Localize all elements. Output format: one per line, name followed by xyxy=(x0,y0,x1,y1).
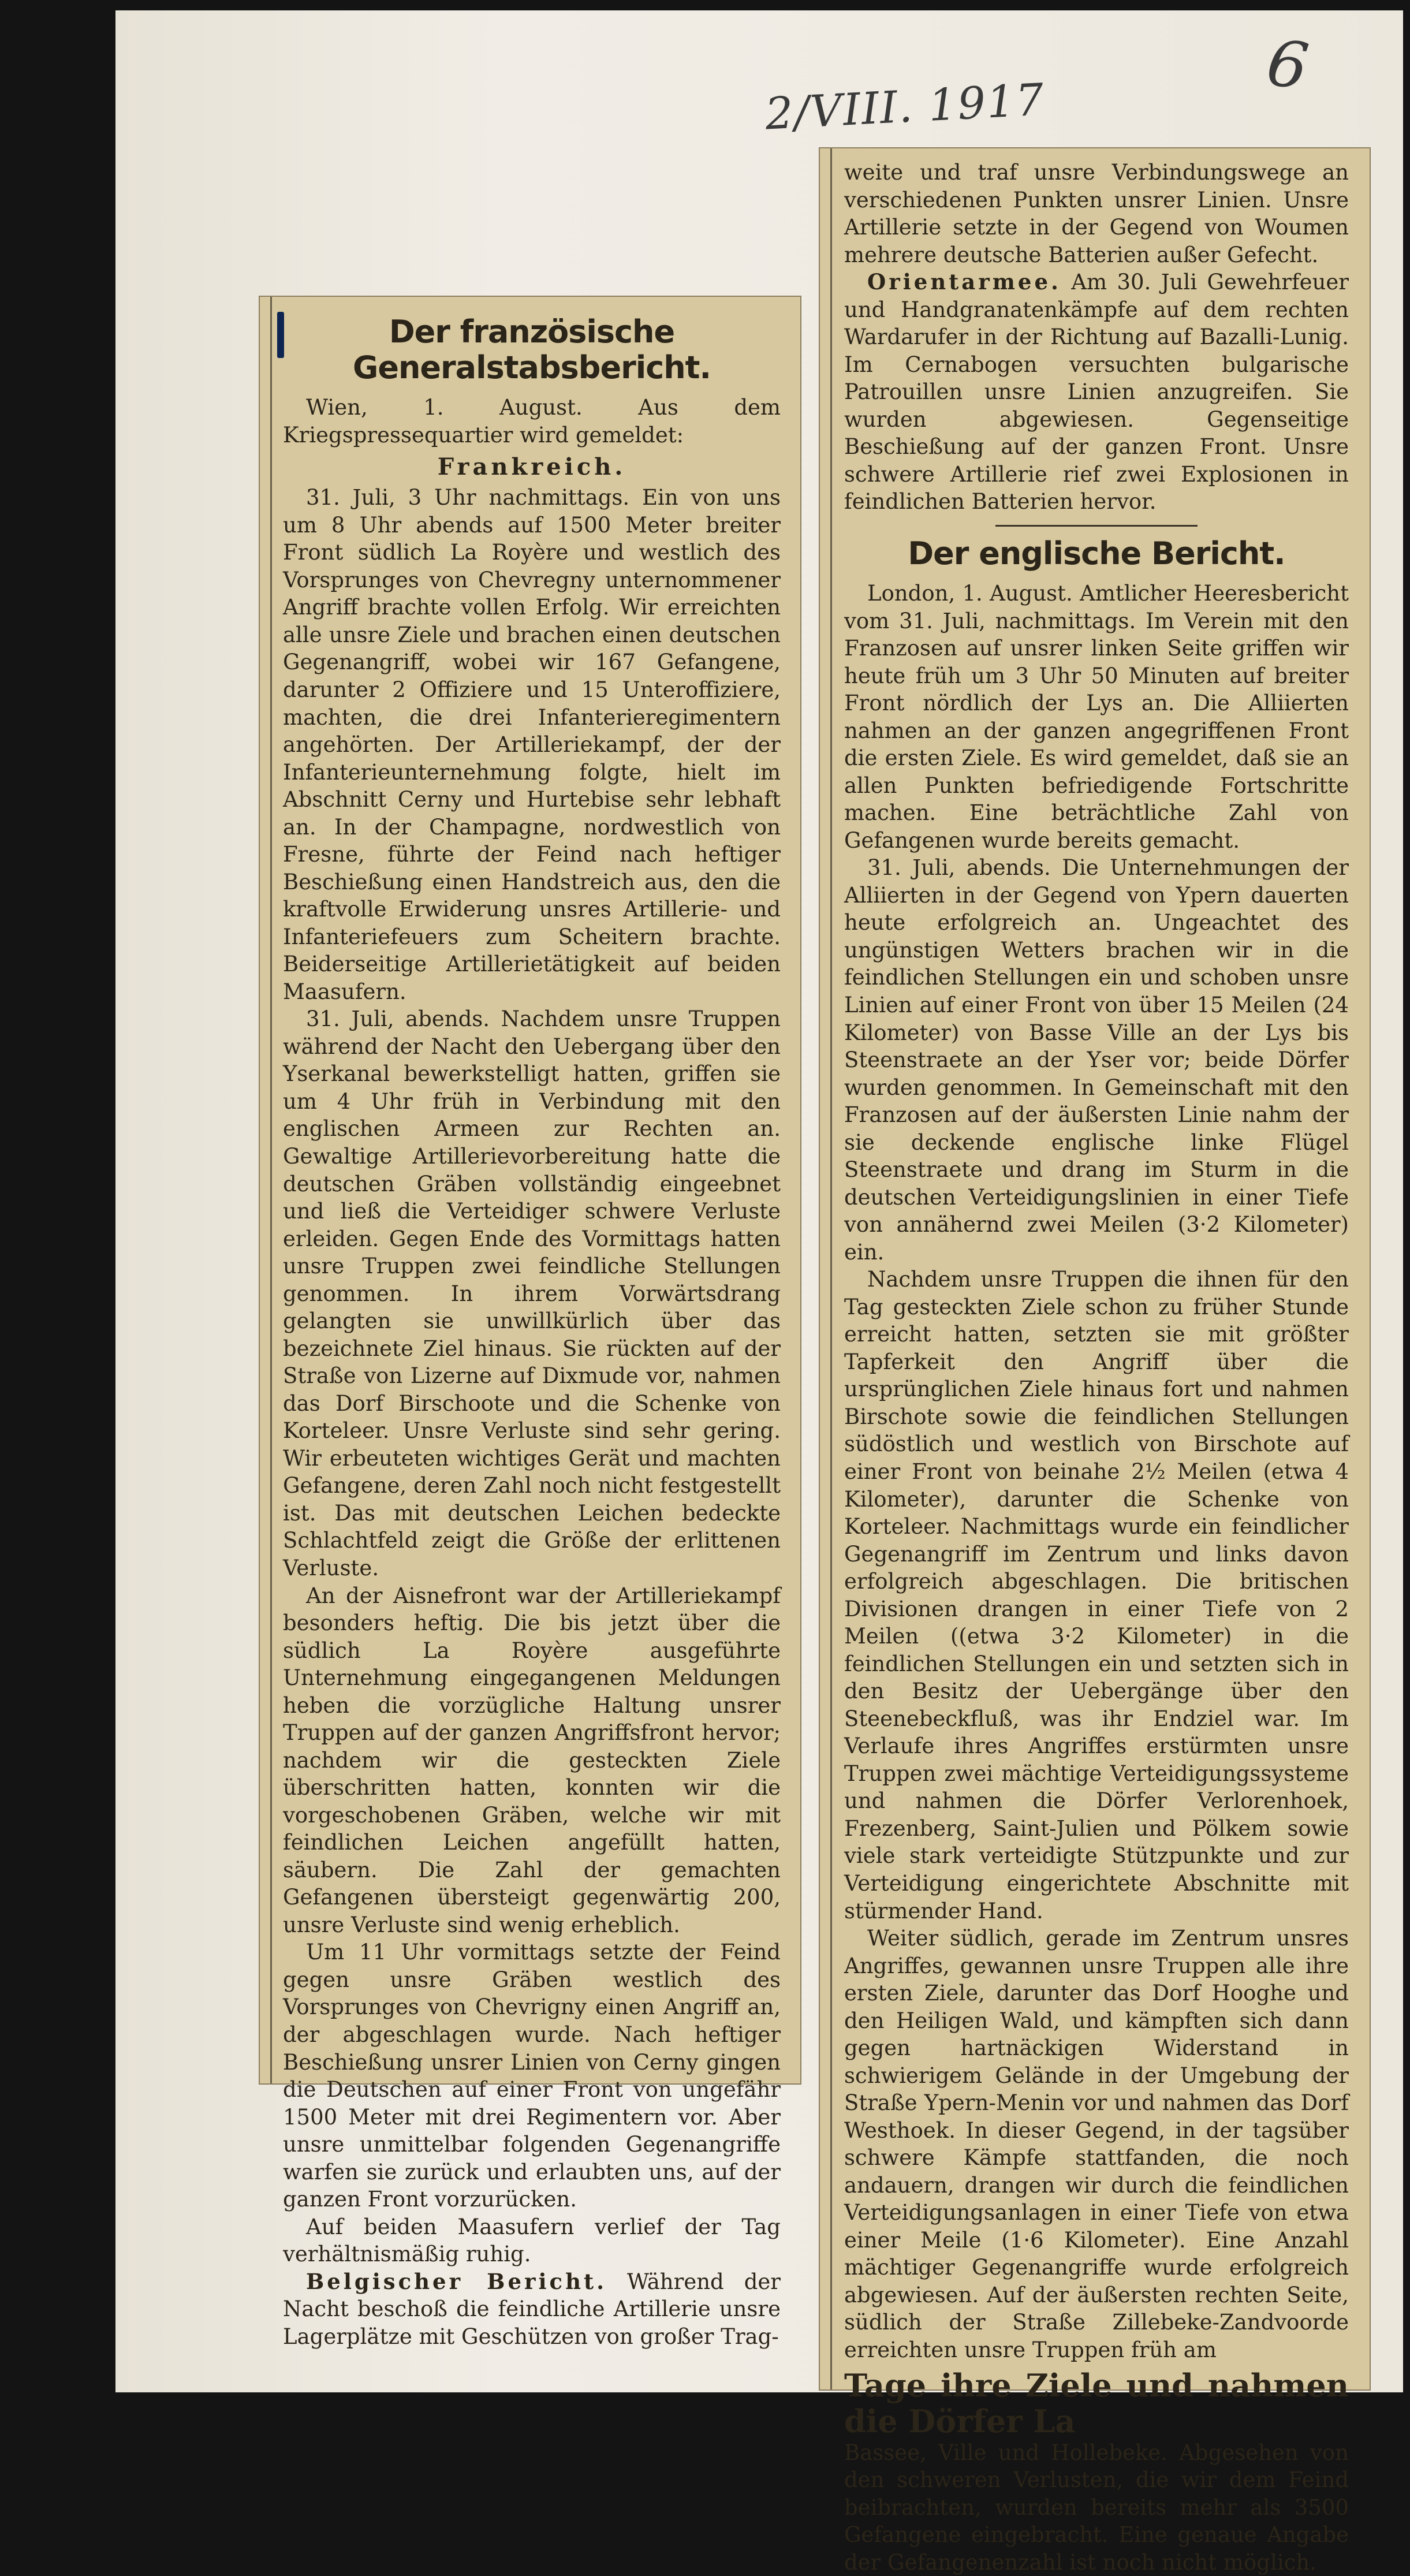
section-title-france: Frankreich. xyxy=(437,453,626,481)
continuation-text: weite und traf unsre Verbindungswege an verschiedenen Punkten unsrer Linien. Unsre Artillerie setzte in der Gegend von Woumen mehrere deutsche Batterien außer Gefecht. xyxy=(844,160,1349,267)
orient-army-text: Am 30. Juli Gewehrfeuer und Handgranatenkämpfe auf dem rechten Wardarufer in der Richtung auf Bazalli-Lunig. Im Cernabogen versuchten bulgarische Patrouillen unsre Linien anzugreifen. Sie wurden abgewiesen. Gegenseitige Beschießung auf der ganzen Front. Unsre schwere Artillerie rief zwei Explosionen in feindlichen Batterien hervor. xyxy=(844,270,1349,515)
orient-army-paragraph xyxy=(844,269,1349,516)
orient-army-label: Orientarmee. xyxy=(867,269,1061,295)
belgian-report-text: Während der Nacht beschoß die feindliche Artillerie unsre Lagerplätze mit Geschützen von großer Trag- xyxy=(283,2269,781,2349)
paragraph: 31. Juli, 3 Uhr nachmittags. Ein von uns um 8 Uhr abends auf 1500 Meter breiter Front südlich La Royère und westlich des Vorsprunges von Chevregny unternommener Angriff brachte vollen Erfolg. Wir erreichten alle unsre Ziele und brachen einen deutschen Gegenangriff, wobei wir 167 Gefangene, darunter 2 Offiziere und 15 Unteroffiziere, machten, die drei Infanterieregimentern angehörten. Der Artilleriekampf, der der Infanterieunternehmung folgte, hielt im Abschnitt Cerny und Hurtebise sehr lebhaft an. In der Champagne, nordwestlich von Fresne, führte der Feind nach heftiger Beschießung einen Handstreich aus, den die kraftvolle Erwiderung unsres Artillerie- und Infanteriefeuers zum Scheitern brachte. Beiderseitige Artillerietätigkeit auf beiden Maasufern. xyxy=(283,485,781,1004)
right-newspaper-clipping xyxy=(819,147,1371,2575)
blue-ink-mark xyxy=(277,312,284,358)
large-type-line: Tage ihre Ziele und nahmen die Dörfer La xyxy=(844,2366,1349,2440)
dateline: Wien, 1. August. Aus dem Kriegspressequartier wird gemeldet: xyxy=(283,395,781,448)
final-paragraph: Bassee, Ville und Hollebeke. Abgesehen von den schweren Verlusten, die wir dem Feind beibrachten, wurden bereits mehr als 3500 Gefangene eingebracht. Eine genaue Angabe der Gefangenenzahl ist noch nicht möglich. xyxy=(844,2440,1349,2575)
paragraph: Weiter südlich, gerade im Zentrum unsres Angriffes, gewannen unsre Truppen alle ihre ersten Ziele, darunter das Dorf Hooghe und den Heiligen Wald, und kämpften sich dann gegen hartnäckigen Widerstand in schwierigem Gelände in der Umgebung der Straße Ypern-Menin vor und nahmen das Dorf Westhoek. In dieser Gegend, in der tagsüber schwere Kämpfe stattfanden, die noch andauern, drangen wir durch die feindlichen Verteidigungsanlagen in einer Tiefe von etwa einer Meile (1·6 Kilometer). Eine Anzahl mächtiger Gegenangriffe wurde erfolgreich abgewiesen. Auf der äußersten rechten Seite, südlich der Straße Zillebeke-Zandvoorde erreichten unsre Truppen früh am xyxy=(844,1926,1349,2362)
handwritten-date: 2/VIII. 1917 xyxy=(764,73,1046,140)
paragraph: Um 11 Uhr vormittags setzte der Feind gegen unsre Gräben westlich des Vorsprunges von Chevrigny einen Angriff an, der abgeschlagen wurde. Nach heftiger Beschießung unsrer Linien von Cerny gingen die Deutschen auf einer Front von ungefähr 1500 Meter mit drei Regimentern vor. Aber unsre unmittelbar folgenden Gegenangriffe warfen sie zurück und erlaubten uns, auf der ganzen Front vorzurücken. xyxy=(283,1940,781,2212)
english-report-headline: Der englische Bericht. xyxy=(908,535,1285,572)
paragraph: London, 1. August. Amtlicher Heeresbericht vom 31. Juli, nachmittags. Im Verein mit den Franzosen auf unsrer linken Seite griffen wir heute früh um 3 Uhr 50 Minuten auf breiter Front nördlich der Lys an. Die Alliierten nahmen an der ganzen angegriffenen Front die ersten Ziele. Es wird gemeldet, daß sie an allen Punkten befriedigende Fortschritte machen. Eine beträchtliche Zahl von Gefangenen wurde bereits gemacht. xyxy=(844,581,1349,853)
belgian-report-label: Belgischer Bericht. xyxy=(306,2268,607,2294)
divider-rule xyxy=(995,525,1198,527)
french-report-headline: Der französische Generalstabsbericht. xyxy=(353,314,711,386)
paragraph: 31. Juli, abends. Nachdem unsre Truppen während der Nacht den Uebergang über den Yserkanal bewerkstelligt hatten, griffen sie um 4 Uhr früh in Verbindung mit den englischen Armeen zur Rechten an. Gewaltige Artillerievorbereitung hatte die deutschen Gräben vollständig eingeebnet und ließ die Verteidiger schwere Verluste erleiden. Gegen Ende des Vormittags hatten unsre Truppen zwei feindliche Stellungen genommen. In ihrem Vorwärtsdrang gelangten sie unwillkürlich über das bezeichnete Ziel hinaus. Sie rückten auf der Straße von Lizerne auf Dixmude vor, nahmen das Dorf Birschoote und die Schenke von Korteleer. Unsre Verluste sind sehr gering. Wir erbeuteten wichtiges Gerät und machten Gefangene, deren Zahl noch nicht festgestellt ist. Das mit deutschen Leichen bedeckte Schlachtfeld zeigt die Größe der erlittenen Verluste. xyxy=(283,1006,781,1580)
belgian-report-paragraph xyxy=(283,2268,781,2351)
paragraph: Nachdem unsre Truppen die ihnen für den Tag gesteckten Ziele schon zu früher Stunde erreicht hatten, setzten sie mit größter Tapferkeit den Angriff über die ursprünglichen Ziele hinaus fort und nahmen Birschote sowie die feindlichen Stellungen südöstlich und westlich von Birschote auf einer Front von beinahe 2½ Meilen (etwa 4 Kilometer), darunter die Schenke von Korteleer. Nachmittags wurde ein feindlicher Gegenangriff im Zentrum und links davon erfolgreich abgeschlagen. Die britischen Divisionen drangen in einer Tiefe von 2 Meilen ((etwa 3·2 Kilometer) in die feindlichen Stellungen ein und setzten sich in den Besitz der Uebergänge über den Steenebeckfluß, was ihr Endziel war. Im Verlaufe ihres Angriffes erstürmten unsre Truppen zwei mächtige Verteidigungssysteme und nahmen die Dörfer Verlorenhoek, Frezenberg, Saint-Julien und Pölkem sowie viele stark verteidigte Stützpunkte und zur Verteidigung eingerichtete Abschnitte mit stürmender Hand. xyxy=(844,1267,1349,1923)
paragraph: An der Aisnefront war der Artilleriekampf besonders heftig. Die bis jetzt über die südlich La Royère ausgeführte Unternehmung eingegangenen Meldungen heben die vorzügliche Haltung unsrer Truppen auf der ganzen Angriffsfront hervor; nachdem wir die gesteckten Ziele überschritten hatten, konnten wir die vorgeschobenen Gräben, welche wir mit feindlichen Leichen angefüllt hatten, säubern. Die Zahl der gemachten Gefangenen übersteigt gegenwärtig 200, unsre Verluste sind wenig erheblich. xyxy=(283,1583,781,1937)
handwritten-page-number: 6 xyxy=(1262,25,1313,105)
left-newspaper-clipping xyxy=(259,296,801,2349)
paragraph: 31. Juli, abends. Die Unternehmungen der Alliierten in der Gegend von Ypern dauerten heute erfolgreich an. Ungeachtet des ungünstigen Wetters brachen wir in die feindlichen Stellungen ein und schoben unsre Linien auf einer Front von über 15 Meilen (24 Kilometer) von Basse Ville an der Lys bis Steenstraete an der Yser vor; beide Dörfer wurden genommen. In Gemeinschaft mit den Franzosen auf der äußersten Linie nahm der sie deckende englische linke Flügel Steenstraete und drang im Sturm in die deutschen Verteidigungslinien in einer Tiefe von annähernd zwei Meilen (3·2 Kilometer) ein. xyxy=(844,855,1349,1265)
paragraph: Auf beiden Maasufern verlief der Tag verhältnismäßig ruhig. xyxy=(283,2214,781,2267)
